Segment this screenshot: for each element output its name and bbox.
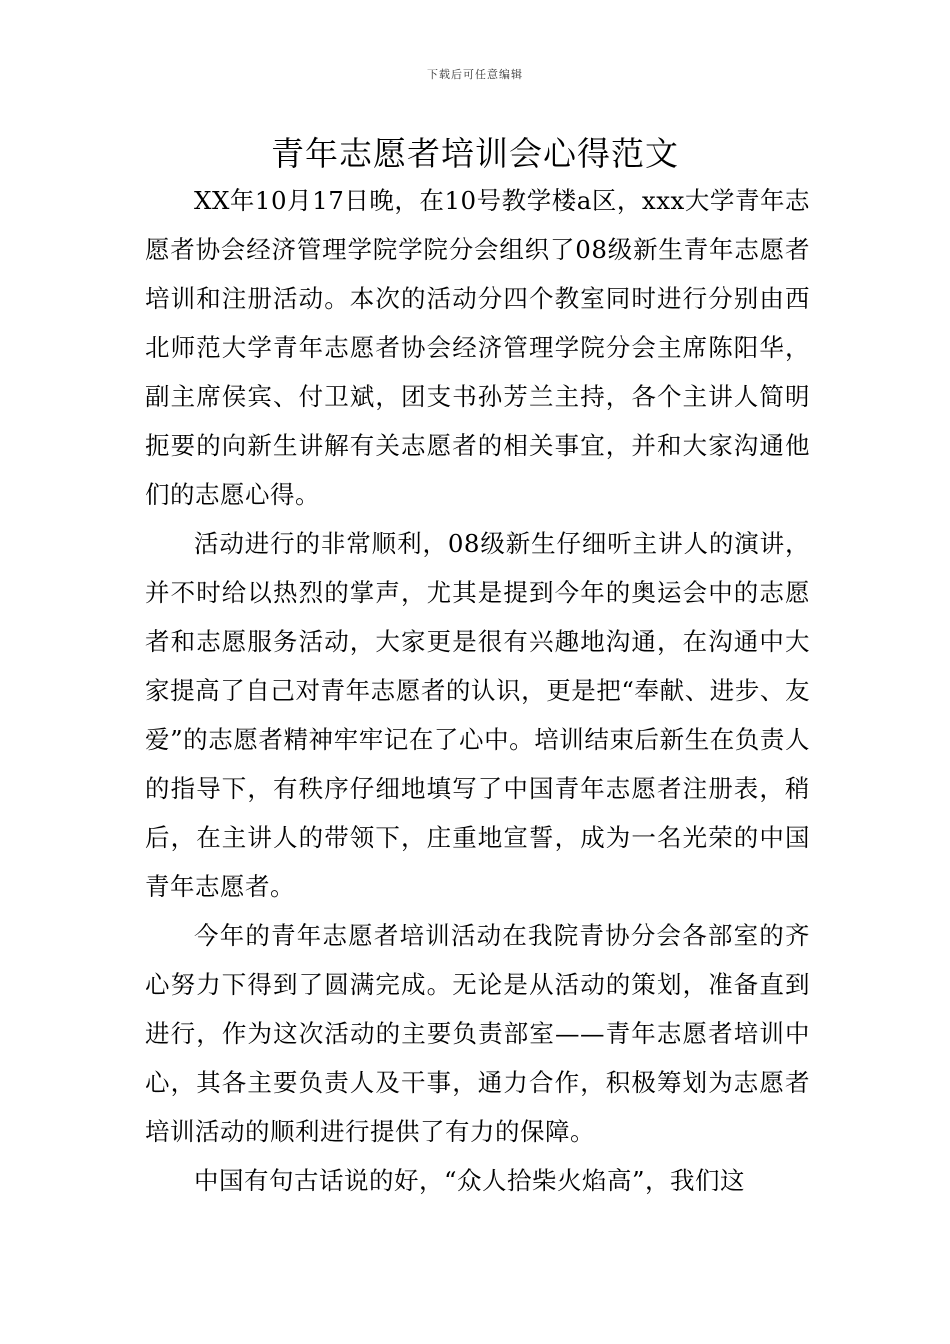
document-title: 青年志愿者培训会心得范文 bbox=[271, 134, 679, 173]
document-body bbox=[145, 176, 810, 1205]
header-note: 下载后可任意编辑 bbox=[427, 68, 523, 81]
paragraph-2: 活动进行的非常顺利，08级新生仔细听主讲人的演讲，并不时给以热烈的掌声，尤其是提到今年的奥运会中的志愿者和志愿服务活动，大家更是很有兴趣地沟通，在沟通中大家提高了自己对青年志愿者的认识，更是把“奉献、进步、友爱”的志愿者精神牢牢记在了心中。培训结束后新生在负责人的指导下，有秩序仔细地填写了中国青年志愿者注册表，稍后，在主讲人的带领下，庄重地宣誓，成为一名光荣的中国青年志愿者。 bbox=[145, 529, 810, 901]
paragraph-4: 中国有句古话说的好，“众人拾柴火焰高”，我们这 bbox=[194, 1166, 746, 1195]
paragraph-3: 今年的青年志愿者培训活动在我院青协分会各部室的齐心努力下得到了圆满完成。无论是从活动的策划，准备直到进行，作为这次活动的主要负责部室——青年志愿者培训中心，其各主要负责人及干事，通力合作，积极筹划为志愿者培训活动的顺利进行提供了有力的保障。 bbox=[145, 921, 810, 1146]
paragraph-1: XX年10月17日晚，在10号教学楼a区，xxx大学青年志愿者协会经济管理学院学院分会组织了08级新生青年志愿者培训和注册活动。本次的活动分四个教室同时进行分别由西北师范大学青年志愿者协会经济管理学院分会主席陈阳华，副主席侯宾、付卫斌，团支书孙芳兰主持，各个主讲人简明扼要的向新生讲解有关志愿者的相关事宜，并和大家沟通他们的志愿心得。 bbox=[145, 186, 810, 509]
